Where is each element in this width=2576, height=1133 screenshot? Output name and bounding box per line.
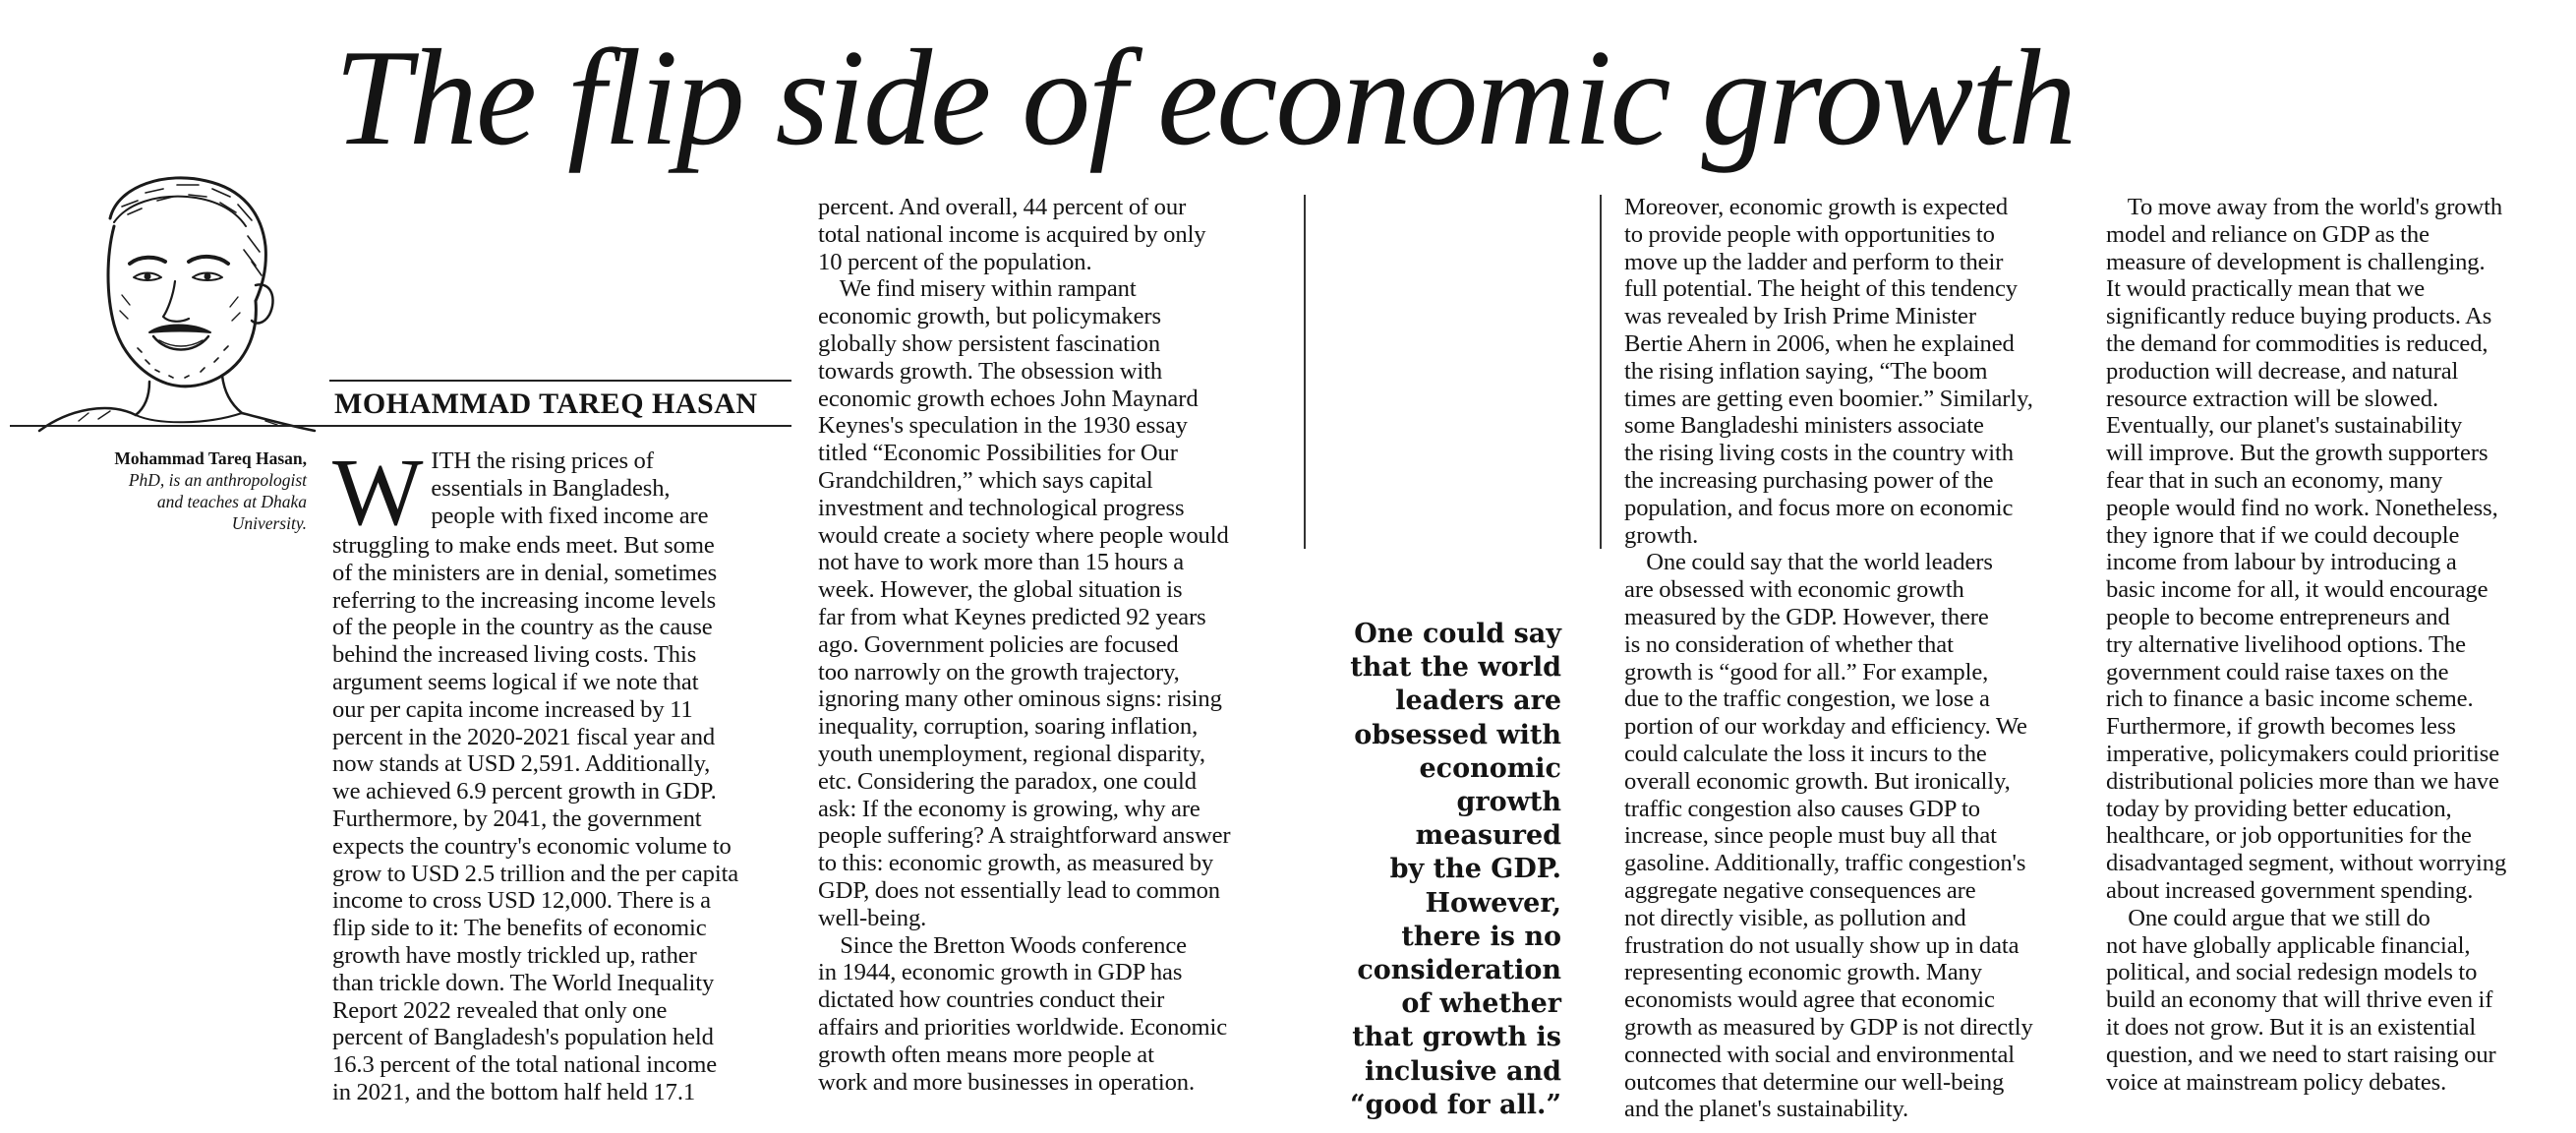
text-line: titled “Economic Possibilities for Our xyxy=(818,440,1178,467)
text-line: traffic congestion also causes GDP to xyxy=(1624,795,1980,822)
text-line: basic income for all, it would encourage xyxy=(2106,576,2488,604)
text-line: people to become entrepreneurs and xyxy=(2106,603,2450,630)
pull-quote-line: that growth is xyxy=(1352,1022,1561,1053)
pull-quote-line: However, xyxy=(1425,887,1561,919)
text-line: percent. And overall, 44 percent of our xyxy=(818,194,1187,220)
text-line: is no consideration of whether that xyxy=(1624,630,1954,658)
text-line: income to cross USD 12,000. There is a xyxy=(332,887,711,915)
author-bio xyxy=(39,447,307,534)
text-line: disadvantaged segment, without worrying xyxy=(2106,850,2507,877)
text-line: growth. xyxy=(1624,521,1699,549)
text-line: dictated how countries conduct their xyxy=(818,986,1165,1014)
pull-quote-line: growth xyxy=(1456,787,1561,818)
text-line: flip side to it: The benefits of economic xyxy=(332,915,707,942)
bio-name: Mohammad Tareq Hasan, xyxy=(114,448,307,468)
text-line: will improve. But the growth supporters xyxy=(2106,440,2488,467)
text-line: well-being. xyxy=(818,904,927,931)
text-line: measured by the GDP. However, there xyxy=(1624,603,1989,630)
text-line: move up the ladder and perform to their xyxy=(1624,248,2004,275)
pull-quote-line: economic xyxy=(1419,752,1561,784)
text-line: healthcare, or job opportunities for the xyxy=(2106,822,2472,850)
text-line: Grandchildren,” which says capital xyxy=(818,466,1153,494)
text-line: towards growth. The obsession with xyxy=(818,357,1163,385)
text-line: and the planet's sustainability. xyxy=(1624,1096,1909,1123)
text-line: was revealed by Irish Prime Minister xyxy=(1624,303,1976,330)
article-column-2 xyxy=(818,194,1280,1096)
text-line: could calculate the loss it incurs to the xyxy=(1624,740,1987,767)
text-line: to this: economic growth, as measured by xyxy=(818,850,1214,877)
bio-line: University. xyxy=(231,513,307,533)
text-line: government could raise taxes on the xyxy=(2106,658,2449,686)
text-line: due to the traffic congestion, we lose a xyxy=(1624,686,1990,713)
text-line: it does not grow. But it is an existential xyxy=(2106,1013,2477,1041)
text-line: production will decrease, and natural xyxy=(2106,357,2459,385)
text-line: week. However, the global situation is xyxy=(818,576,1183,604)
text-line: 10 percent of the population. xyxy=(818,248,1092,275)
text-line: Report 2022 revealed that only one xyxy=(332,996,668,1024)
text-line: measure of development is challenging. xyxy=(2106,248,2486,275)
text-line: struggling to make ends meet. But some xyxy=(332,532,715,559)
text-line: the demand for commodities is reduced, xyxy=(2106,329,2488,357)
text-line: far from what Keynes predicted 92 years xyxy=(818,603,1206,630)
pull-quote-line: obsessed with xyxy=(1354,719,1561,750)
pull-quote-line: One could say xyxy=(1354,619,1561,649)
text-line: about increased government spending. xyxy=(2106,876,2474,904)
text-line: essentials in Bangladesh, xyxy=(431,474,671,502)
text-line: our per capita income increased by 11 xyxy=(332,695,693,723)
text-line: significantly reduce buying products. As xyxy=(2106,303,2492,330)
text-line: resource extraction will be slowed. xyxy=(2106,385,2439,412)
text-line: of the people in the country as the cause xyxy=(332,614,713,641)
text-line: growth often means more people at xyxy=(818,1041,1154,1068)
text-line: Eventually, our planet's sustainability xyxy=(2106,412,2463,440)
author-portrait-illustration xyxy=(20,167,324,433)
text-line: growth have mostly trickled up, rather xyxy=(332,941,697,969)
byline-rule-bottom xyxy=(10,425,791,427)
text-line: GDP, does not essentially lead to common xyxy=(818,876,1220,904)
text-line: rich to finance a basic income scheme. xyxy=(2106,686,2474,713)
pull-quote-line: measured xyxy=(1415,820,1561,852)
bio-line: PhD, is an anthropologist xyxy=(128,470,307,490)
text-line: youth unemployment, regional disparity, xyxy=(818,740,1205,767)
text-line: they ignore that if we could decouple xyxy=(2106,521,2460,549)
pull-quote-line: there is no xyxy=(1401,921,1561,952)
text-line: One could say that the world leaders xyxy=(1624,549,1993,576)
text-line: gasoline. Additionally, traffic congestion's xyxy=(1624,850,2026,877)
pull-quote-line: leaders are xyxy=(1395,686,1561,717)
pull-quote xyxy=(1314,618,1561,1122)
column-rule xyxy=(1304,195,1306,549)
drop-cap: W xyxy=(332,440,424,546)
text-line: overall economic growth. But ironically, xyxy=(1624,767,2011,795)
text-line: ask: If the economy is growing, why are xyxy=(818,795,1200,822)
text-line: we achieved 6.9 percent growth in GDP. xyxy=(332,778,717,805)
text-line: Furthermore, by 2041, the government xyxy=(332,805,702,832)
text-line: growth is “good for all.” For example, xyxy=(1624,658,1989,686)
text-line: not directly visible, as pollution and xyxy=(1624,904,1966,931)
text-line: economic growth, but policymakers xyxy=(818,303,1161,330)
pull-quote-line: consideration xyxy=(1357,955,1561,986)
article-column-4 xyxy=(2106,194,2568,1096)
pull-quote-line: by the GDP. xyxy=(1389,854,1561,885)
text-line: than trickle down. The World Inequality xyxy=(332,969,715,996)
text-line: inequality, corruption, soaring inflation, xyxy=(818,713,1199,741)
text-line: the rising inflation saying, “The boom xyxy=(1624,357,1988,385)
text-line: 16.3 percent of the total national income xyxy=(332,1051,718,1079)
bio-line: and teaches at Dhaka xyxy=(156,492,307,511)
text-line: not have globally applicable financial, xyxy=(2106,931,2471,959)
text-line: today by providing better education, xyxy=(2106,795,2452,822)
text-line: now stands at USD 2,591. Additionally, xyxy=(332,750,711,778)
text-line: referring to the increasing income levels xyxy=(332,586,717,614)
pull-quote-line: of whether xyxy=(1401,988,1561,1020)
author-byline: MOHAMMAD TAREQ HASAN xyxy=(334,388,758,420)
text-line: percent in the 2020-2021 fiscal year and xyxy=(332,723,716,750)
text-line: model and reliance on GDP as the xyxy=(2106,220,2430,248)
text-line: political, and social redesign models to xyxy=(2106,959,2478,986)
text-line: voice at mainstream policy debates. xyxy=(2106,1068,2447,1096)
pull-quote-line: “good for all.” xyxy=(1350,1089,1561,1120)
text-line: not have to work more than 15 hours a xyxy=(818,549,1185,576)
text-line: It would practically mean that we xyxy=(2106,275,2426,303)
text-line: percent of Bangladesh's population held xyxy=(332,1024,714,1051)
text-line: question, and we need to start raising our xyxy=(2106,1041,2496,1068)
text-line: frustration do not usually show up in data xyxy=(1624,931,2020,959)
text-line: of the ministers are in denial, sometimes xyxy=(332,559,718,586)
text-line: aggregate negative consequences are xyxy=(1624,876,1976,904)
text-line: are obsessed with economic growth xyxy=(1624,576,1964,604)
text-line: We find misery within rampant xyxy=(818,275,1137,303)
text-line: too narrowly on the growth trajectory, xyxy=(818,658,1180,686)
article-column-1 xyxy=(332,440,792,1106)
text-line: Bertie Ahern in 2006, when he explained xyxy=(1624,329,2015,357)
text-line: globally show persistent fascination xyxy=(818,329,1161,357)
text-line: portion of our workday and efficiency. We xyxy=(1624,713,2027,741)
text-line: increase, since people must buy all that xyxy=(1624,822,1997,850)
text-line: grow to USD 2.5 trillion and the per capita xyxy=(332,860,739,887)
text-line: times are getting even boomier.” Similarly, xyxy=(1624,385,2033,412)
text-line: Since the Bretton Woods conference xyxy=(818,931,1187,959)
text-line: fear that in such an economy, many xyxy=(2106,466,2443,494)
pull-quote-line: inclusive and xyxy=(1365,1055,1561,1087)
text-line: To move away from the world's growth xyxy=(2106,194,2503,220)
text-line: economic growth echoes John Maynard xyxy=(818,385,1199,412)
text-line: people would find no work. Nonetheless, xyxy=(2106,494,2498,521)
text-line: economists would agree that economic xyxy=(1624,986,1995,1014)
text-line: etc. Considering the paradox, one could xyxy=(818,767,1197,795)
text-line: income from labour by introducing a xyxy=(2106,549,2457,576)
text-line: build an economy that will thrive even if xyxy=(2106,986,2493,1014)
text-line: full potential. The height of this tendency xyxy=(1624,275,2018,303)
text-line: investment and technological progress xyxy=(818,494,1185,521)
text-line: the increasing purchasing power of the xyxy=(1624,466,1994,494)
text-line: growth as measured by GDP is not directly xyxy=(1624,1013,2033,1041)
text-line: imperative, policymakers could prioritise xyxy=(2106,740,2500,767)
text-line: ago. Government policies are focused xyxy=(818,630,1179,658)
text-line: in 1944, economic growth in GDP has xyxy=(818,959,1183,986)
text-line: argument seems logical if we note that xyxy=(332,668,699,695)
text-line: Furthermore, if growth becomes less xyxy=(2106,713,2456,741)
text-line: ignoring many other ominous signs: rising xyxy=(818,686,1222,713)
text-line: affairs and priorities worldwide. Economic xyxy=(818,1013,1228,1041)
text-line: would create a society where people would xyxy=(818,521,1229,549)
text-line: behind the increased living costs. This xyxy=(332,641,697,669)
text-line: distributional policies more than we have xyxy=(2106,767,2499,795)
text-line: try alternative livelihood options. The xyxy=(2106,630,2466,658)
text-line: ITH the rising prices of xyxy=(431,447,654,474)
headline: The flip side of economic growth xyxy=(334,22,2076,174)
text-line: people suffering? A straightforward answer xyxy=(818,822,1231,850)
text-line: the rising living costs in the country with xyxy=(1624,440,2014,467)
column-rule xyxy=(1600,195,1602,549)
article-column-3 xyxy=(1624,194,2086,1123)
text-line: connected with social and environmental xyxy=(1624,1041,2016,1068)
text-line: One could argue that we still do xyxy=(2106,904,2430,931)
text-line: outcomes that determine our well-being xyxy=(1624,1068,2005,1096)
text-line: representing economic growth. Many xyxy=(1624,959,1982,986)
text-line: Moreover, economic growth is expected xyxy=(1624,194,2009,220)
text-line: Keynes's speculation in the 1930 essay xyxy=(818,412,1188,440)
text-line: to provide people with opportunities to xyxy=(1624,220,1995,248)
byline-rule-top xyxy=(329,380,791,382)
text-line: people with fixed income are xyxy=(431,502,709,529)
pull-quote-line: that the world xyxy=(1350,652,1561,684)
text-line: work and more businesses in operation. xyxy=(818,1068,1196,1096)
text-line: some Bangladeshi ministers associate xyxy=(1624,412,1984,440)
text-line: total national income is acquired by only xyxy=(818,220,1206,248)
text-line: in 2021, and the bottom half held 17.1 xyxy=(332,1078,696,1105)
text-line: expects the country's economic volume to xyxy=(332,832,732,860)
text-line: population, and focus more on economic xyxy=(1624,494,2014,521)
